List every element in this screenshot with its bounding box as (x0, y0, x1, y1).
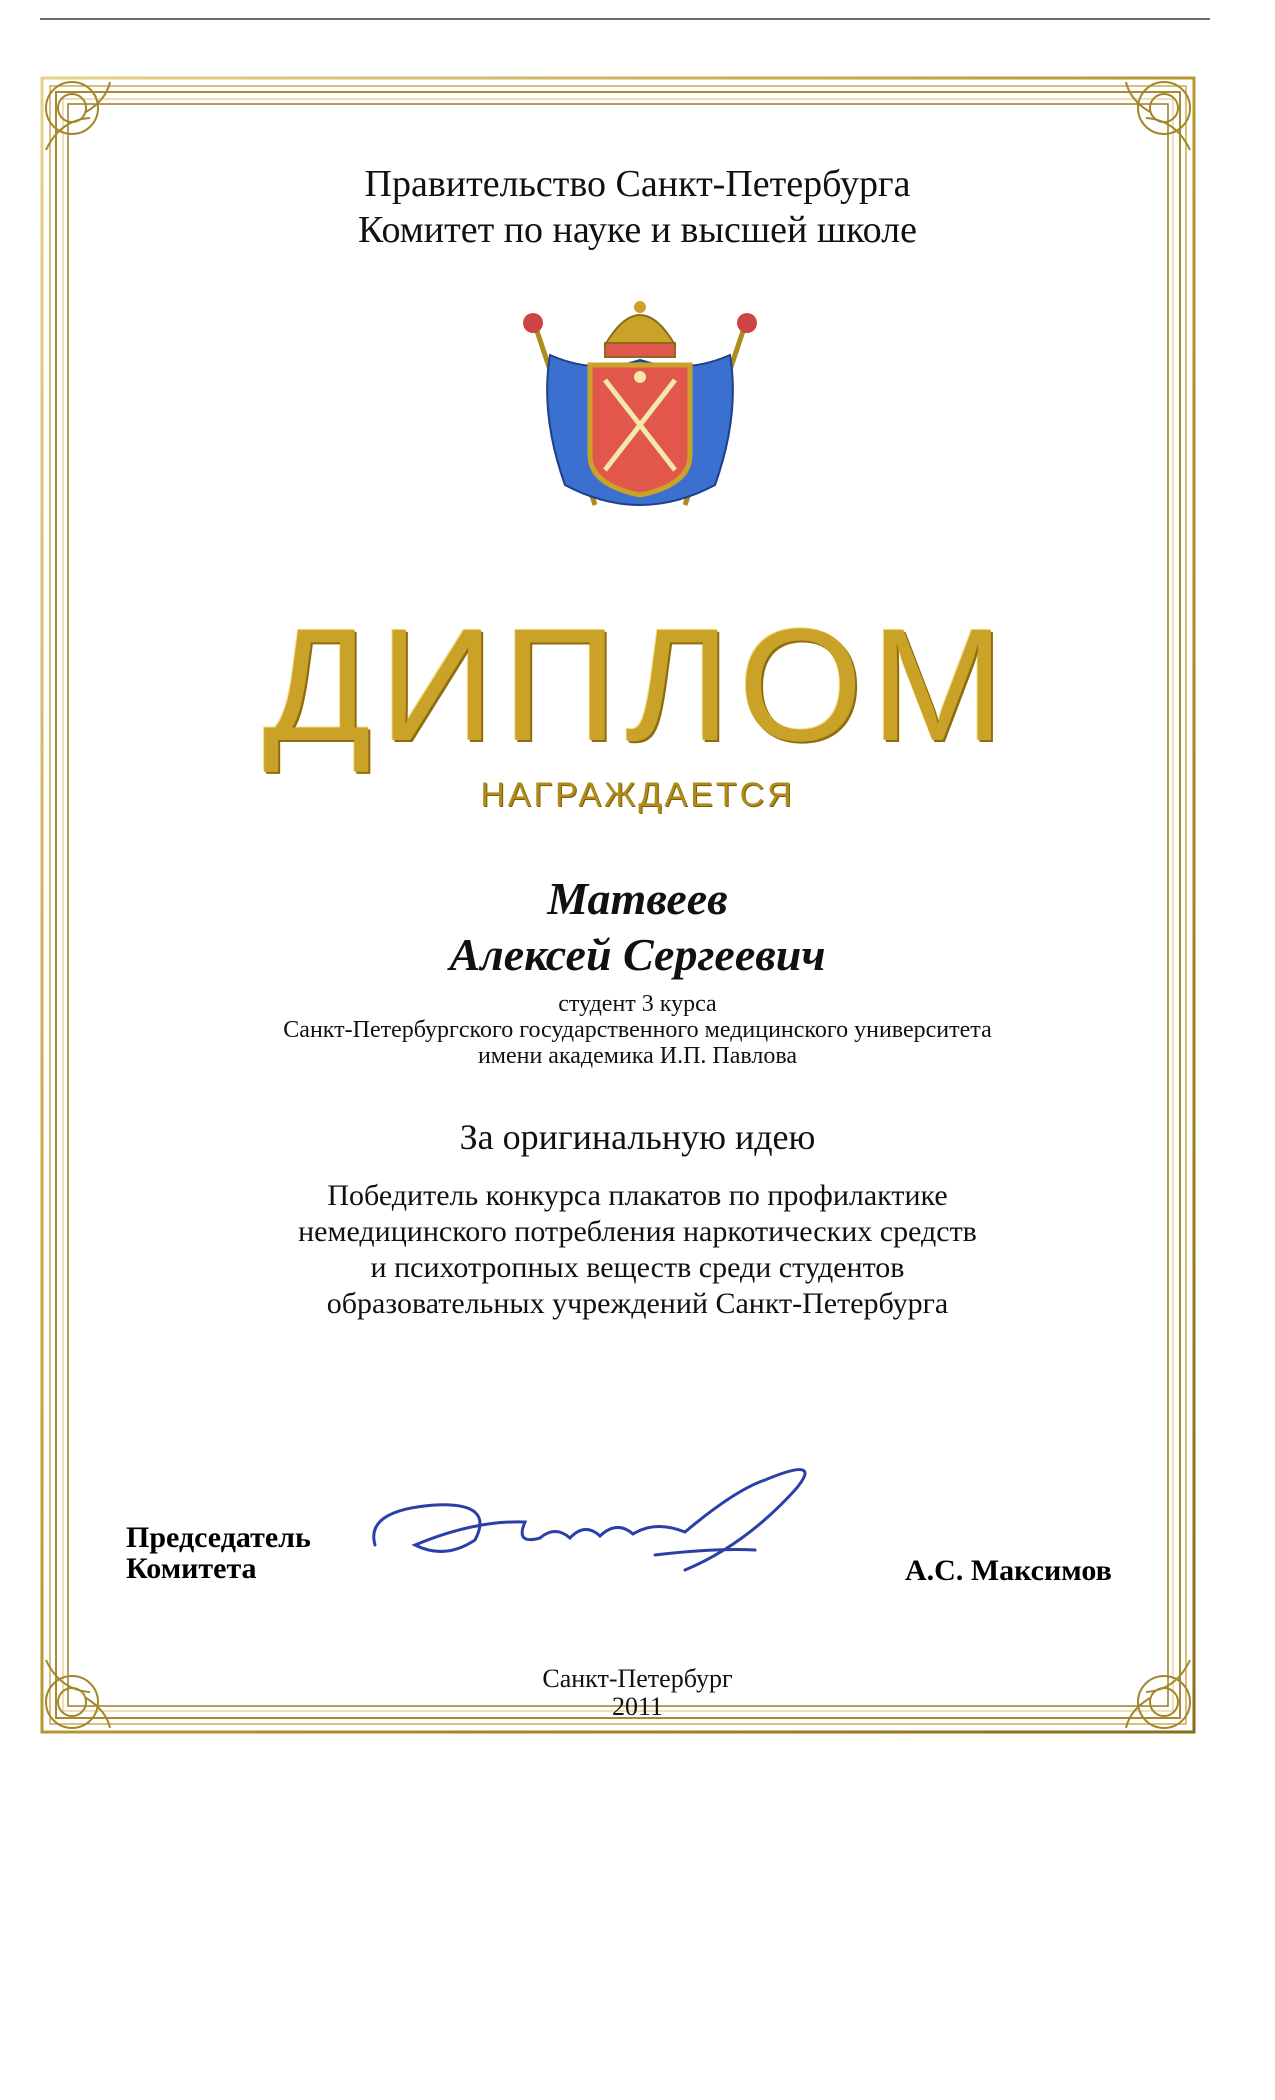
description-line: Победитель конкурса плакатов по профилактике (327, 1179, 948, 1212)
issue-year: 2011 (611, 1692, 664, 1721)
awarded-label: НАГРАЖДАЕТСЯ (480, 776, 795, 814)
description-line: немедицинского потребления наркотических средств (298, 1215, 977, 1248)
recipient-status: студент 3 курса (558, 991, 717, 1017)
description-line: и психотропных веществ среди студентов (370, 1251, 905, 1284)
signatory-title-line-2: Комитета (126, 1552, 257, 1585)
award-reason: За оригинальную идею (459, 1117, 816, 1157)
issue-city: Санкт-Петербург (542, 1664, 733, 1693)
university-line-1: Санкт-Петербургского государственного медицинского университета (283, 1017, 992, 1043)
university-line-2: имени академика И.П. Павлова (477, 1043, 798, 1069)
signatory-name: А.С. Максимов (905, 1554, 1112, 1587)
committee-name: Комитет по науке и высшей школе (358, 209, 917, 251)
recipient-given-names: Алексей Сергеевич (449, 929, 826, 980)
diploma-title: ДИПЛОМ (262, 595, 1013, 774)
description-line: образовательных учреждений Санкт-Петербурга (326, 1287, 949, 1320)
coat-of-arms-icon (505, 285, 775, 535)
signatory-title-line-1: Председатель (126, 1521, 311, 1554)
handwritten-signature (355, 1450, 855, 1590)
government-name: Правительство Санкт-Петербурга (364, 163, 911, 205)
recipient-surname: Матвеев (547, 873, 728, 924)
signatory-title (126, 1522, 311, 1584)
